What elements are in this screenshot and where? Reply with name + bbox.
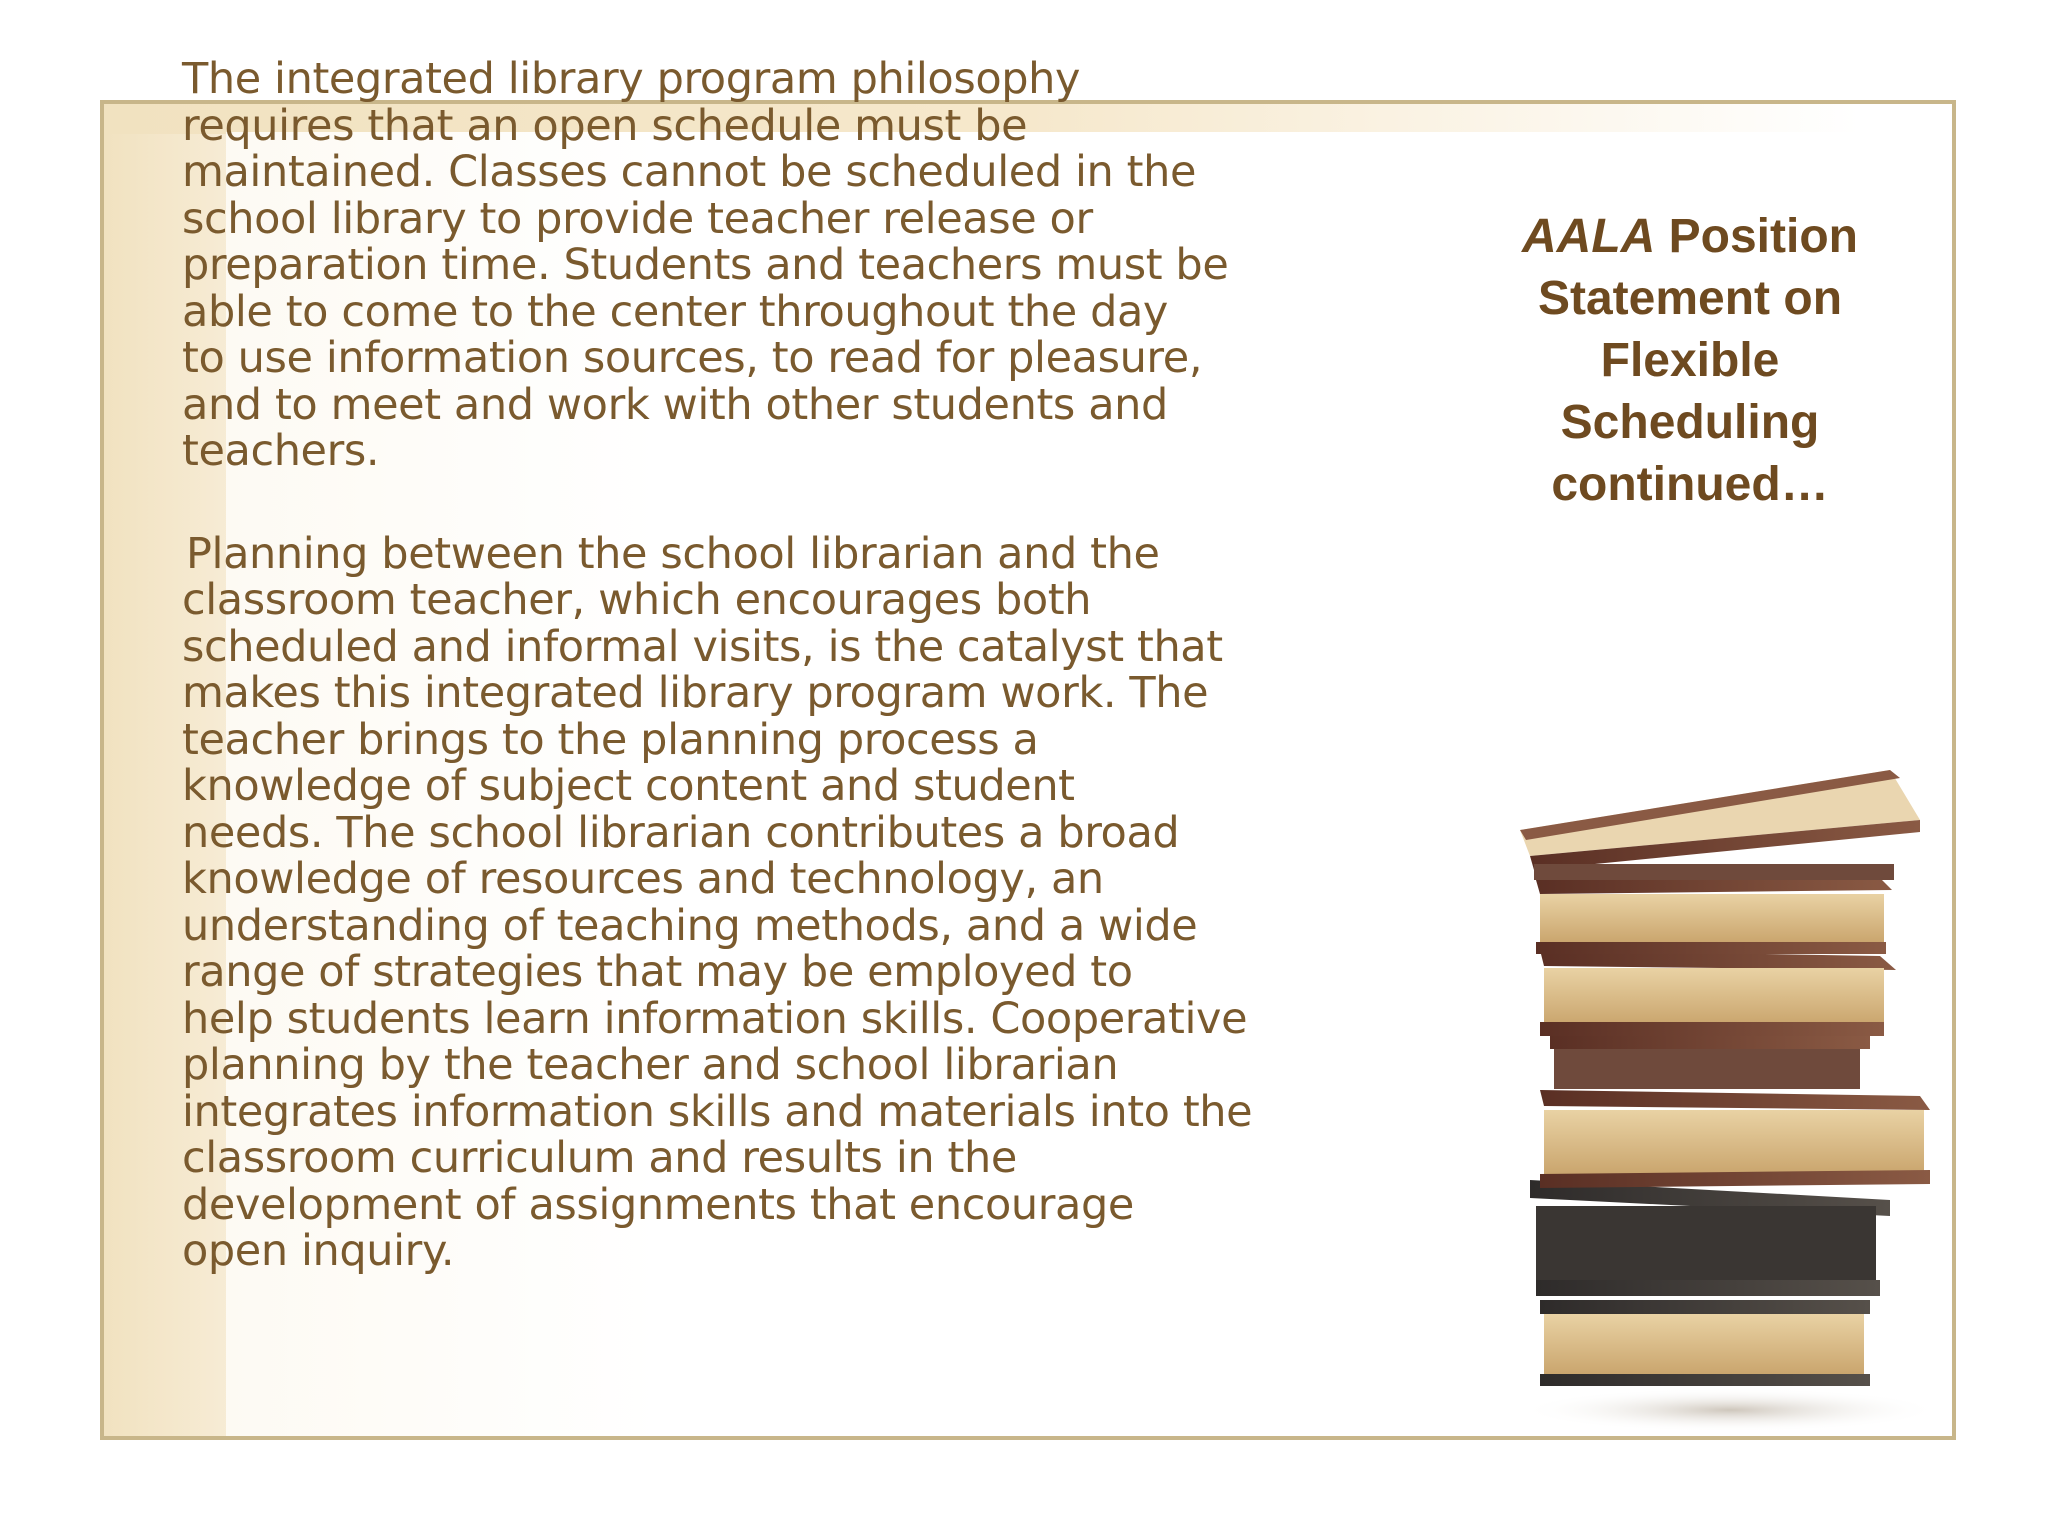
book-second <box>1536 878 1892 954</box>
book-leaning <box>1540 1090 1930 1188</box>
title-line-1-rest: Position <box>1655 210 1858 263</box>
book-top-open <box>1520 770 1920 880</box>
title-line-1 <box>1490 206 1890 268</box>
title-emphasis: AALA <box>1522 210 1656 263</box>
book-dark-cover <box>1530 1180 1890 1296</box>
slide-title <box>1490 206 1890 516</box>
book-third <box>1540 950 1896 1036</box>
book-bottom <box>1540 1300 1870 1386</box>
title-line-5: continued… <box>1551 458 1829 511</box>
body-text <box>182 56 1472 1275</box>
title-line-4: Scheduling <box>1560 396 1820 449</box>
title-line-2: Statement on <box>1537 272 1843 325</box>
title-line-3: Flexible <box>1600 334 1780 387</box>
book-stack-image <box>1500 760 1960 1440</box>
paragraph-planning: Planning between the school librarian and the classroom teacher, which encourages both scheduled and informal visits, is the catalyst that makes this integrated library program work. The teacher brings to the planning process a knowledge of subject content and student needs. The school librarian contributes a broad knowledge of resources and technology, an understanding of teaching methods, and a wide range of strategies that may be employed to help students learn information skills. Cooperative planning by the teacher and school librarian integrates information skills and materials into the classroom curriculum and results in the development of assignments that encourage open inquiry. <box>182 528 1253 1276</box>
paragraph-open-schedule: The integrated library program philosophy requires that an open schedule must be maintained. Classes cannot be scheduled in the school library to provide teacher release or preparation time. Students and teachers must be able to come to the center throughout the day to use information sources, to read for pleasure, and to meet and work with other students and teachers. <box>182 54 1229 476</box>
book-middle <box>1550 1035 1870 1089</box>
stack-shadow <box>1520 1388 1940 1432</box>
